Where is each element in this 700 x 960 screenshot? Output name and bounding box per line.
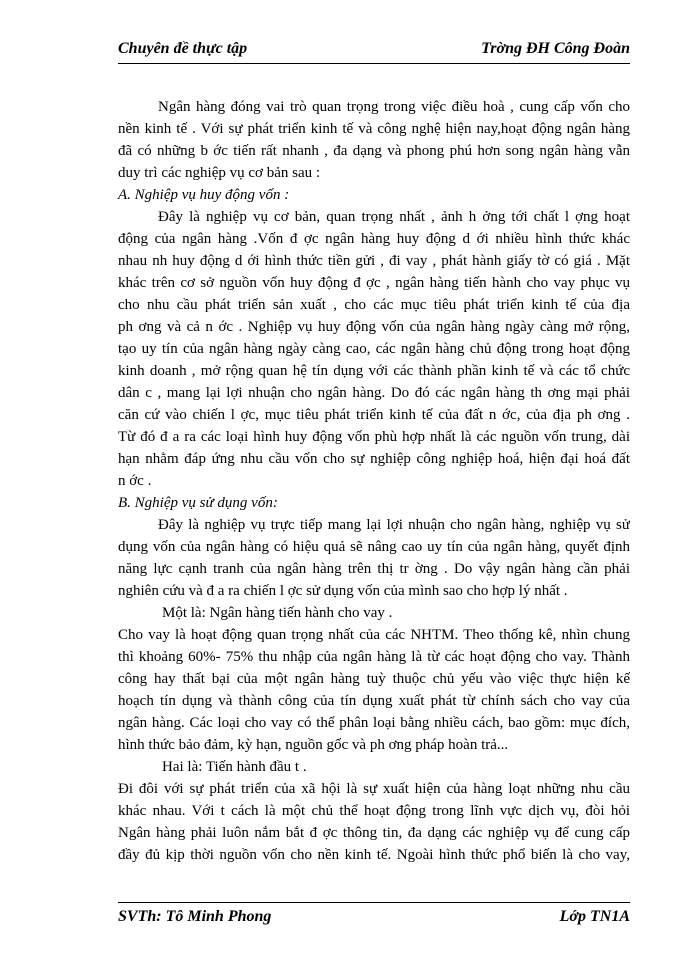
paragraph-line: nền kinh tế . Với sự phát triển kinh tế và công nghệ hiện nay,hoạt động ngân hàng <box>118 121 630 137</box>
paragraph-line: hạn nhằm đáp ứng nhu cầu vốn cho sự nghiệp công nghiệp hoá, hiện đại hoá đất <box>118 451 630 467</box>
paragraph-line: dụng vốn của ngân hàng có hiệu quả sẽ nâng cao uy tín của ngân hàng, quyết định <box>118 539 630 555</box>
header-rule <box>118 63 630 64</box>
paragraph-line: Đây là nghiệp vụ trực tiếp mang lại lợi nhuận cho ngân hàng, nghiệp vụ sử <box>158 517 630 533</box>
subheading-one: Một là: Ngân hàng tiến hành cho vay . <box>162 605 393 621</box>
paragraph-line: động của ngân hàng .Vốn đ ợc ngân hàng huy động d ới nhiều hình thức khác <box>118 231 630 247</box>
paragraph-line: Cho vay là hoạt động quan trọng nhất của các NHTM. Theo thống kê, nhìn chung <box>118 627 630 643</box>
footer-class: Lớp TN1A <box>559 908 630 925</box>
section-heading-b: B. Nghiệp vụ sử dụng vốn: <box>118 495 278 511</box>
paragraph-line: thì khoảng 60%- 75% thu nhập của ngân hàng là từ các hoạt động cho vay. Thành <box>118 649 630 665</box>
paragraph-line: hoạch tín dụng và thành công của tín dụng xuất phát từ chính sách cho vay của <box>118 693 630 709</box>
paragraph-line: Từ đó đ a ra các loại hình huy động vốn phù hợp nhất là các nguồn vốn trung, dài <box>118 429 630 445</box>
paragraph-line: công hay thất bại của một ngân hàng tuỳ thuộc chủ yếu vào việc thực hiện kế <box>118 671 630 687</box>
paragraph-line: nghiên cứu và đ a ra chiến l ợc sử dụng vốn của mình sao cho hợp lý nhất . <box>118 583 568 599</box>
paragraph-line: Đây là nghiệp vụ cơ bản, quan trọng nhất , ảnh h ởng tới chất l ợng hoạt <box>158 209 630 225</box>
paragraph-line: khác nhau. Với t cách là một chủ thể hoạt động trong lĩnh vực dịch vụ, đòi hỏi <box>118 803 630 819</box>
paragraph-line: ph ơng và cả n ớc . Nghiệp vụ huy động vốn của ngân hàng ngày càng mở rộng, <box>118 319 630 335</box>
paragraph-line: đầy đủ kịp thời nguồn vốn cho nền kinh tế. Ngoài hình thức phổ biến là cho vay, <box>118 847 630 863</box>
paragraph-line: Ngân hàng đóng vai trò quan trọng trong việc điều hoà , cung cấp vốn cho <box>158 99 630 115</box>
header-title: Chuyên đề thực tập <box>118 40 248 57</box>
page-header <box>118 40 630 62</box>
subheading-two: Hai là: Tiến hành đầu t . <box>162 759 307 775</box>
paragraph-line: năng lực cạnh tranh của ngân hàng trên thị tr ờng . Do vậy ngân hàng cần phải <box>118 561 630 577</box>
paragraph-line: căn cứ vào chiến l ợc, mục tiêu phát triển kinh tế của đất n ớc, của địa ph ơng . <box>118 407 630 423</box>
footer-rule <box>118 902 630 903</box>
paragraph-line: dân c , mang lại lợi nhuận cho ngân hàng. Do đó các ngân hàng th ơng mại phải <box>118 385 630 401</box>
paragraph-line: ngân hàng. Các loại cho vay có thể phân loại bằng nhiều cách, bao gồm: mục đích, <box>118 715 630 731</box>
footer-student: SVTh: Tô Minh Phong <box>118 908 272 925</box>
paragraph-line: đã có những b ớc tiến rất nhanh , đa dạng và phong phú hơn song ngân hàng vẫn <box>118 143 630 159</box>
paragraph-line: n ớc . <box>118 473 152 489</box>
paragraph-line: kinh doanh , mở rộng quan hệ tín dụng với các thành phần kinh tế và các tổ chức <box>118 363 630 379</box>
document-body <box>118 96 630 866</box>
header-school: Trờng ĐH Công Đoàn <box>481 40 630 57</box>
paragraph-line: duy trì các nghiệp vụ cơ bản sau : <box>118 165 321 181</box>
paragraph-line: cho nhu cầu phát triển sản xuất , cho các mục tiêu phát triển kinh tế của địa <box>118 297 630 313</box>
paragraph-line: hình thức bảo đảm, kỳ hạn, nguồn gốc và ph ơng pháp hoàn trả... <box>118 737 509 753</box>
page-footer <box>118 908 630 930</box>
section-heading-a: A. Nghiệp vụ huy động vốn : <box>118 187 290 203</box>
paragraph-line: nhau nh huy động d ới hình thức tiền gửi , đi vay , phát hành giấy tờ có giá . Mặt <box>118 253 630 269</box>
paragraph-line: tạo uy tín của ngân hàng ngày càng cao, các ngân hàng chủ động trong hoạt động <box>118 341 630 357</box>
paragraph-line: Đi đôi với sự phát triển của xã hội là sự xuất hiện của hàng loạt những nhu cầu <box>118 781 630 797</box>
paragraph-line: Ngân hàng phải luôn nắm bắt đ ợc thông tin, đa dạng các nghiệp vụ để cung cấp <box>118 825 630 841</box>
paragraph-line: khác trên cơ sở nguồn vốn huy động đ ợc , ngân hàng tiến hành cho vay phục vụ <box>118 275 630 291</box>
